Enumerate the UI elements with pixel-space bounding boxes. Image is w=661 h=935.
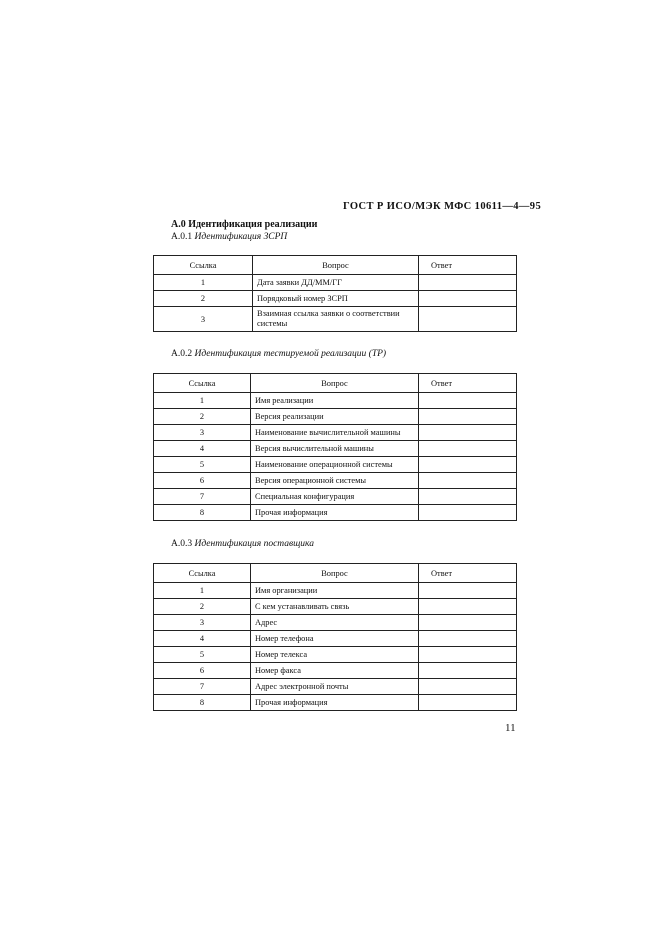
table-supplier-identification xyxy=(153,563,517,711)
table-row xyxy=(154,663,517,679)
row-answer-field[interactable] xyxy=(419,393,517,409)
row-question: Наименование вычислительной машины xyxy=(251,425,419,441)
table-row xyxy=(154,425,517,441)
row-question: Версия операционной системы xyxy=(251,473,419,489)
table-row xyxy=(154,631,517,647)
row-ref: 3 xyxy=(154,425,251,441)
row-ref: 5 xyxy=(154,647,251,663)
column-header-ref: Ссылка xyxy=(154,374,251,393)
row-answer-field[interactable] xyxy=(419,615,517,631)
row-question: Имя организации xyxy=(251,583,419,599)
row-question: Адрес xyxy=(251,615,419,631)
row-question: Имя реализации xyxy=(251,393,419,409)
row-answer-field[interactable] xyxy=(419,663,517,679)
column-header-question: Вопрос xyxy=(251,374,419,393)
section-caption-title: Идентификация тестируемой реализации (ТР) xyxy=(194,349,387,359)
section-caption-title: Идентификация поставщика xyxy=(194,539,315,549)
row-ref: 1 xyxy=(154,393,251,409)
row-question: Номер телекса xyxy=(251,647,419,663)
section-caption-a01 xyxy=(171,232,287,242)
document-header: ГОСТ Р ИСО/МЭК МФС 10611—4—95 xyxy=(343,201,542,212)
table-row xyxy=(154,393,517,409)
row-answer-field[interactable] xyxy=(419,307,517,332)
row-question: Прочая информация xyxy=(251,695,419,711)
table-row xyxy=(154,695,517,711)
table-row xyxy=(154,599,517,615)
row-question: Прочая информация xyxy=(251,505,419,521)
table-row xyxy=(154,615,517,631)
row-answer-field[interactable] xyxy=(419,473,517,489)
row-ref: 4 xyxy=(154,631,251,647)
row-question: Дата заявки ДД/ММ/ГГ xyxy=(253,275,419,291)
table-zsrp-identification xyxy=(153,255,517,332)
row-ref: 3 xyxy=(154,615,251,631)
table-row xyxy=(154,473,517,489)
table-row xyxy=(154,583,517,599)
row-ref: 8 xyxy=(154,695,251,711)
row-answer-field[interactable] xyxy=(419,505,517,521)
column-header-ref: Ссылка xyxy=(154,256,253,275)
section-caption-a03 xyxy=(171,539,314,549)
row-ref: 4 xyxy=(154,441,251,457)
row-answer-field[interactable] xyxy=(419,409,517,425)
column-header-question: Вопрос xyxy=(251,564,419,583)
row-answer-field[interactable] xyxy=(419,679,517,695)
row-ref: 6 xyxy=(154,663,251,679)
table-tr-identification xyxy=(153,373,517,521)
row-ref: 2 xyxy=(154,291,253,307)
section-number: А.0.1 xyxy=(171,232,193,242)
column-header-answer: Ответ xyxy=(419,374,517,393)
row-question: Номер телефона xyxy=(251,631,419,647)
column-header-answer: Ответ xyxy=(419,564,517,583)
table-row xyxy=(154,457,517,473)
row-ref: 7 xyxy=(154,679,251,695)
row-question: Специальная конфигурация xyxy=(251,489,419,505)
row-ref: 1 xyxy=(154,275,253,291)
row-answer-field[interactable] xyxy=(419,631,517,647)
table-row xyxy=(154,409,517,425)
row-ref: 3 xyxy=(154,307,253,332)
row-ref: 1 xyxy=(154,583,251,599)
table-header-row xyxy=(154,374,517,393)
section-caption-a02 xyxy=(171,349,386,359)
row-ref: 5 xyxy=(154,457,251,473)
row-question: Версия вычислительной машины xyxy=(251,441,419,457)
table-row xyxy=(154,679,517,695)
row-question: Порядковый номер ЗСРП xyxy=(253,291,419,307)
column-header-answer: Ответ xyxy=(419,256,517,275)
table-row xyxy=(154,307,517,332)
row-question: Наименование операционной системы xyxy=(251,457,419,473)
table-row xyxy=(154,291,517,307)
section-caption-title: Идентификация ЗСРП xyxy=(194,232,288,242)
table-header-row xyxy=(154,564,517,583)
row-question: Номер факса xyxy=(251,663,419,679)
row-answer-field[interactable] xyxy=(419,599,517,615)
row-question: Версия реализации xyxy=(251,409,419,425)
row-answer-field[interactable] xyxy=(419,425,517,441)
section-title: А.0 Идентификация реализации xyxy=(171,219,318,230)
row-ref: 6 xyxy=(154,473,251,489)
page-number: 11 xyxy=(505,722,516,734)
row-answer-field[interactable] xyxy=(419,583,517,599)
row-answer-field[interactable] xyxy=(419,489,517,505)
section-number: А.0.2 xyxy=(171,349,193,359)
row-answer-field[interactable] xyxy=(419,647,517,663)
row-answer-field[interactable] xyxy=(419,457,517,473)
row-answer-field[interactable] xyxy=(419,695,517,711)
row-question: С кем устанавливать связь xyxy=(251,599,419,615)
table-row xyxy=(154,275,517,291)
row-answer-field[interactable] xyxy=(419,291,517,307)
row-question: Взаимная ссылка заявки о соответствии системы xyxy=(253,307,419,332)
table-row xyxy=(154,647,517,663)
row-answer-field[interactable] xyxy=(419,441,517,457)
column-header-ref: Ссылка xyxy=(154,564,251,583)
table-header-row xyxy=(154,256,517,275)
row-answer-field[interactable] xyxy=(419,275,517,291)
section-number: А.0.3 xyxy=(171,539,193,549)
row-ref: 2 xyxy=(154,409,251,425)
row-ref: 7 xyxy=(154,489,251,505)
row-ref: 8 xyxy=(154,505,251,521)
table-row xyxy=(154,505,517,521)
table-row xyxy=(154,441,517,457)
table-row xyxy=(154,489,517,505)
row-ref: 2 xyxy=(154,599,251,615)
row-question: Адрес электронной почты xyxy=(251,679,419,695)
column-header-question: Вопрос xyxy=(253,256,419,275)
